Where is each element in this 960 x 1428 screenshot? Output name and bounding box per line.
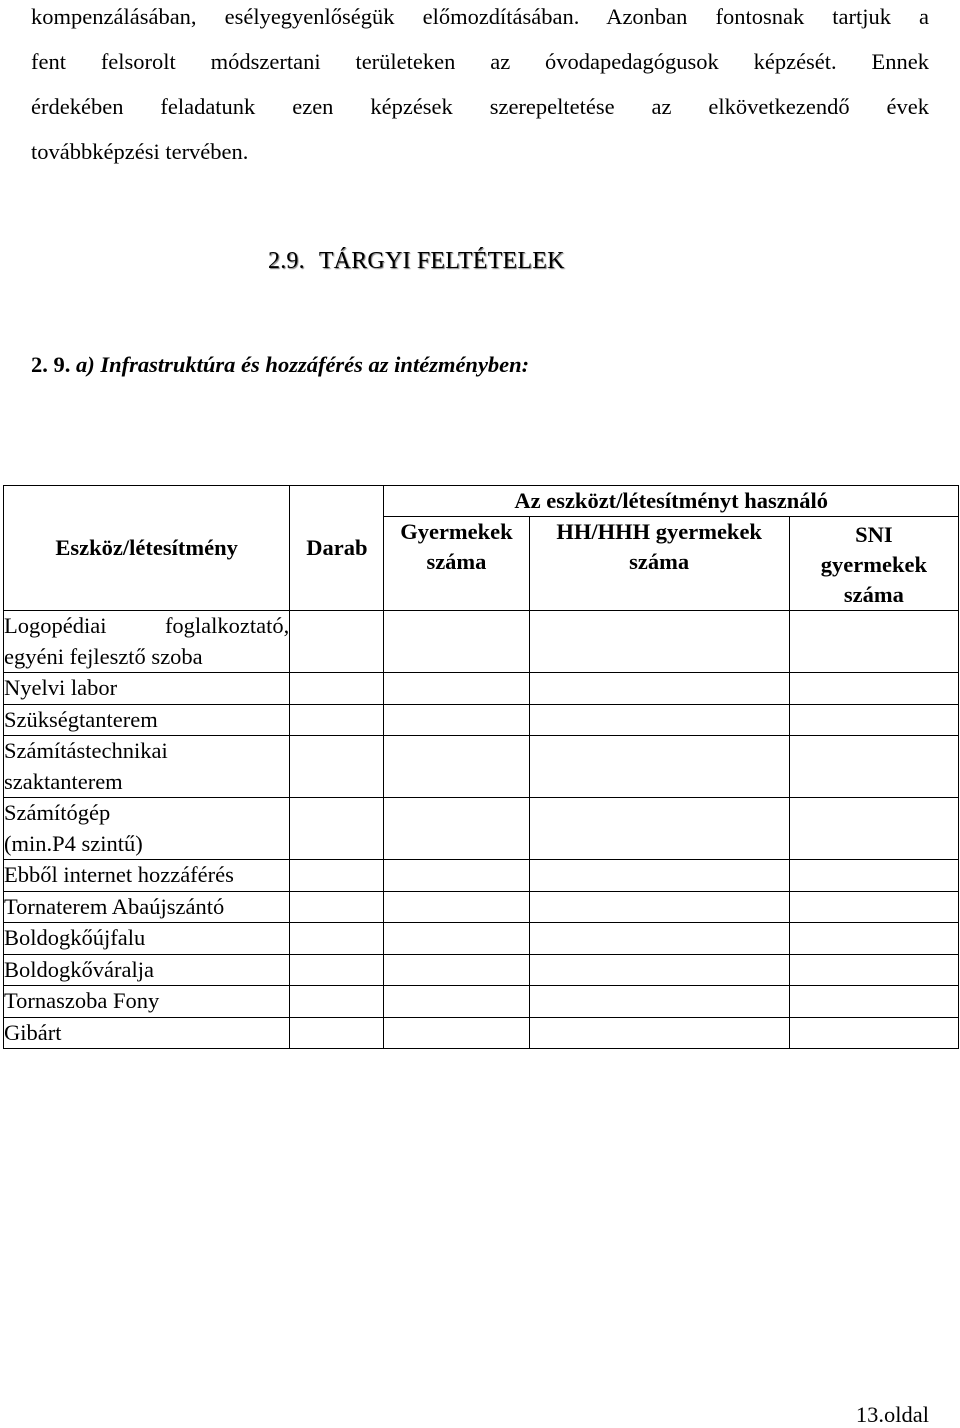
row-label [4, 954, 290, 986]
count-cell [290, 611, 384, 673]
row-label-line: Boldogkőváralja [4, 956, 154, 982]
row-label [4, 704, 290, 736]
sni-cell [789, 954, 958, 986]
intro-line: kompenzálásában, esélyegyenlőségük előmozdításában. Azonban fontosnak tartjuk a [31, 4, 929, 29]
hh-cell [529, 611, 789, 673]
header-children: Gyermekek száma [384, 517, 529, 611]
intro-paragraph [31, 0, 929, 174]
header-sni-children: SNI gyermekek száma [789, 517, 958, 611]
row-label-line: Számítástechnikai [4, 738, 168, 763]
table-row [4, 736, 959, 798]
row-label [4, 923, 290, 955]
page-number: 13.oldal [855, 1402, 929, 1427]
table-row [4, 611, 959, 673]
sni-cell [789, 860, 958, 892]
row-label-line: Számítógép [4, 800, 111, 825]
sni-cell [789, 611, 958, 673]
table-row [4, 923, 959, 955]
children-cell [384, 798, 529, 860]
row-label [4, 860, 290, 892]
sni-cell [789, 798, 958, 860]
row-label-line: Boldogkőújfalu [4, 925, 146, 950]
sni-cell [789, 986, 958, 1018]
children-cell [384, 736, 529, 798]
count-cell [290, 1017, 384, 1049]
row-label-line: egyéni fejlesztő szoba [4, 643, 203, 669]
count-cell [290, 673, 384, 705]
hh-cell [529, 736, 789, 798]
header-item: Eszköz/létesítmény [4, 486, 290, 611]
row-label-line: (min.P4 szintű) [4, 830, 143, 856]
row-label [4, 1017, 290, 1049]
table-row [4, 1017, 959, 1049]
intro-line: érdekében feladatunk ezen képzések szerepeltetése az elkövetkezendő évek [31, 94, 929, 119]
sni-cell [789, 1017, 958, 1049]
subsection-heading [31, 352, 529, 378]
row-label-line: Tornaszoba Fony [4, 988, 160, 1013]
children-cell [384, 704, 529, 736]
row-label-line: Logopédiai foglalkoztató, [4, 613, 290, 638]
hh-cell [529, 704, 789, 736]
table-row [4, 704, 959, 736]
hh-cell [529, 860, 789, 892]
count-cell [290, 704, 384, 736]
intro-line: továbbképzési tervében. [31, 139, 249, 164]
hh-cell [529, 1017, 789, 1049]
hh-cell [529, 891, 789, 923]
count-cell [290, 891, 384, 923]
hh-cell [529, 954, 789, 986]
sni-cell [789, 673, 958, 705]
sni-cell [789, 923, 958, 955]
row-label-line: Gibárt [4, 1019, 62, 1045]
children-cell [384, 891, 529, 923]
table-row [4, 954, 959, 986]
row-label-line: Nyelvi labor [4, 675, 118, 700]
count-cell [290, 860, 384, 892]
intro-line: fent felsorolt módszertani területeken az óvodapedagógusok képzését. Ennek [31, 49, 929, 74]
children-cell [384, 1017, 529, 1049]
header-hh-children: HH/HHH gyermekek száma [529, 517, 789, 611]
count-cell [290, 736, 384, 798]
section-number: 2.9. [268, 248, 305, 274]
row-label-line: Ebből internet hozzáférés [4, 862, 234, 887]
count-cell [290, 923, 384, 955]
table-row [4, 673, 959, 705]
header-user-group: Az eszközt/létesítményt használó [384, 486, 959, 517]
table-row [4, 891, 959, 923]
row-label [4, 986, 290, 1018]
sni-cell [789, 736, 958, 798]
children-cell [384, 923, 529, 955]
subsection-title: a) Infrastruktúra és hozzáférés az intézményben: [76, 352, 530, 377]
children-cell [384, 611, 529, 673]
row-label [4, 736, 290, 798]
children-cell [384, 954, 529, 986]
sni-cell [789, 891, 958, 923]
hh-cell [529, 986, 789, 1018]
row-label [4, 798, 290, 860]
hh-cell [529, 673, 789, 705]
row-label [4, 611, 290, 673]
count-cell [290, 798, 384, 860]
table-body [4, 611, 959, 1049]
hh-cell [529, 798, 789, 860]
table-row [4, 798, 959, 860]
section-heading [268, 248, 565, 275]
row-label-line: Tornaterem Abaújszántó [4, 893, 225, 919]
table-row [4, 986, 959, 1018]
hh-cell [529, 923, 789, 955]
row-label-line: szaktanterem [4, 768, 123, 794]
infrastructure-table [3, 485, 959, 1049]
section-title: TÁRGYI FELTÉTELEK [318, 248, 565, 274]
sni-cell [789, 704, 958, 736]
count-cell [290, 954, 384, 986]
header-count: Darab [290, 486, 384, 611]
children-cell [384, 860, 529, 892]
subsection-number: 2. 9. [31, 352, 71, 377]
table-row [4, 860, 959, 892]
row-label [4, 891, 290, 923]
row-label [4, 673, 290, 705]
row-label-line: Szükségtanterem [4, 706, 158, 732]
children-cell [384, 986, 529, 1018]
count-cell [290, 986, 384, 1018]
children-cell [384, 673, 529, 705]
